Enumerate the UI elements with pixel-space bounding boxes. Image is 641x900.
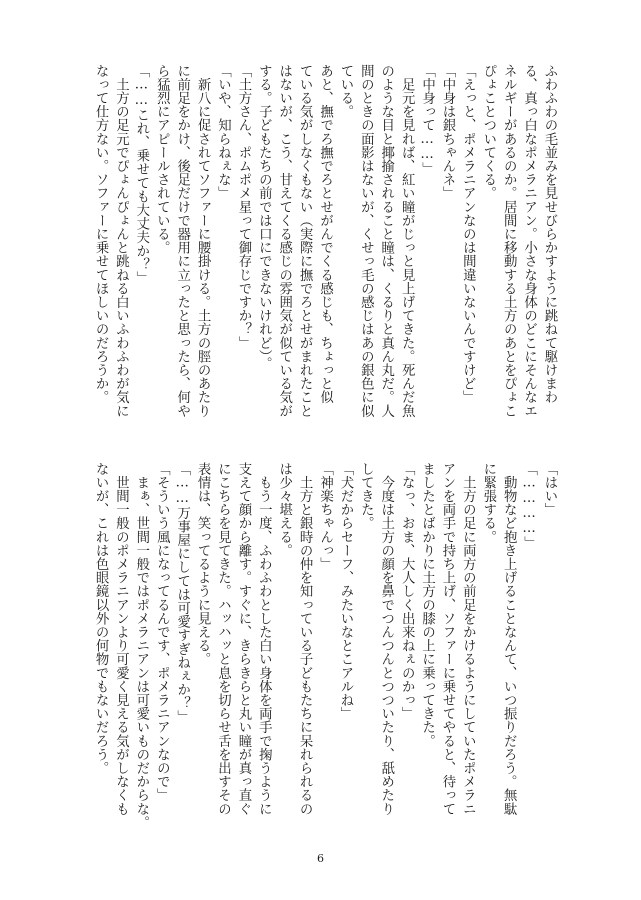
text-line: 「そういう風になってるんです、ポメラニアンなので」: [154, 462, 170, 802]
text-line: なって仕方ない。ソファーに乗せてほしいのだろうか。: [93, 64, 109, 404]
text-line: 「えっと、ポメラニアンなのは間違いないんですけど」: [460, 64, 476, 404]
text-line: ている気がしなくもない（実際に撫でろとせがまれたこと: [297, 64, 313, 418]
text-line: あと、撫でろ撫でろとせがんでくる感じも、ちょっと似: [317, 64, 333, 404]
text-line: ないが、これは色眼鏡以外の何物でもないだろう。: [93, 462, 109, 775]
text-line: ている。: [337, 64, 353, 119]
text-line: 「はい」: [542, 462, 557, 517]
text-line: ぴょことついてくる。: [480, 64, 496, 200]
text-line: 土方の足に両方の前足をかけるようにしていたポメラニ: [460, 462, 476, 816]
text-line: はないが、こう、甘えてくる感じの雰囲気が似ている気が: [276, 64, 292, 418]
text-line: 「……これ、乗せても大丈夫か？」: [133, 64, 149, 285]
text-line: 「なっ、おま、大人しく出来ねぇのかっ」: [399, 462, 415, 721]
text-line: ましたとばかりに土方の膝の上に乗ってきた。: [419, 462, 435, 748]
page-number: 6: [317, 852, 324, 865]
text-line: 表情は、笑ってるように見える。: [195, 462, 211, 666]
text-line: ら猛烈にアピールされている。: [154, 64, 170, 255]
text-line: まぁ、世間一般ではポメラニアンは可愛いものだからな。: [133, 462, 149, 830]
text-line: 「…………」: [521, 462, 537, 550]
text-line: る、真っ白なポメラニアン。小さな身体のどこにそんなエ: [521, 64, 537, 418]
text-line: 土方の足元でぴょんぴょんと跳ねる白いふわふわが気に: [113, 64, 129, 418]
text-line: にこちらを見てきた。ハッハッと息を切らせ舌を出すその: [215, 462, 231, 816]
text-line: 足元を見れば、紅い瞳がじっと見上げてきた。死んだ魚: [399, 64, 415, 418]
text-line: 「いや、知らねぇな」: [215, 64, 231, 200]
text-line: してきた。: [358, 462, 374, 530]
text-line: アンを両手で持ち上げ、ソファーに乗せてやると、待って: [439, 462, 455, 816]
text-line: する。子どもたちの前では口にできないけれど）。: [256, 64, 272, 371]
text-line: 支えて顔から離す。すぐに、きらきらと丸い瞳が真っ直ぐ: [235, 462, 251, 816]
text-line: 「土方さん、ポムポメ星って御存じですか？」: [235, 64, 251, 350]
text-line: 「神楽ちゃんっ」: [317, 462, 333, 571]
text-line: は少々堪える。: [276, 462, 292, 558]
text-line: 「中身は銀ちゃんネ」: [439, 64, 455, 200]
text-line: 土方と銀時の仲を知っている子どもたちに呆れられるの: [297, 462, 313, 816]
text-line: 「中身って……」: [419, 64, 435, 176]
text-line: 「……万事屋にしては可愛すぎねぇか？」: [174, 462, 190, 724]
text-line: 今度は土方の顔を鼻でつんつんとつついたり、舐めたり: [378, 462, 394, 816]
upper-text-block: [77, 64, 559, 418]
text-line: ネルギーがあるのか。居間に移動する土方のあとをぴょこ: [501, 64, 517, 418]
text-line: ふわふわの毛並みを見せびらかすように跳ねて駆けまわ: [542, 64, 557, 404]
text-line: 「犬だからセーフ、みたいなとこアルね」: [337, 462, 353, 721]
lower-text-block: [77, 462, 559, 830]
text-line: もう一度、ふわふわとした白い身体を両手で掬うように: [256, 462, 272, 816]
text-line: 間のときの面影はないが、くせっ毛の感じはあの銀色に似: [358, 64, 374, 418]
text-line: に前足をかけ、後足だけで器用に立ったと思ったら、何や: [174, 64, 190, 418]
text-line: に緊張する。: [480, 462, 496, 544]
text-line: のような目と揶揄されること瞳は、くるりと真ん丸だ。人: [378, 64, 394, 418]
text-line: 動物など抱き上げることなんて、いつ振りだろう。無駄: [501, 462, 517, 816]
text-line: 世間一般のポメラニアンより可愛く見える気がしなくも: [113, 462, 129, 816]
text-line: 新八に促されてソファーに腰掛ける。土方の脛のあたり: [195, 64, 211, 418]
